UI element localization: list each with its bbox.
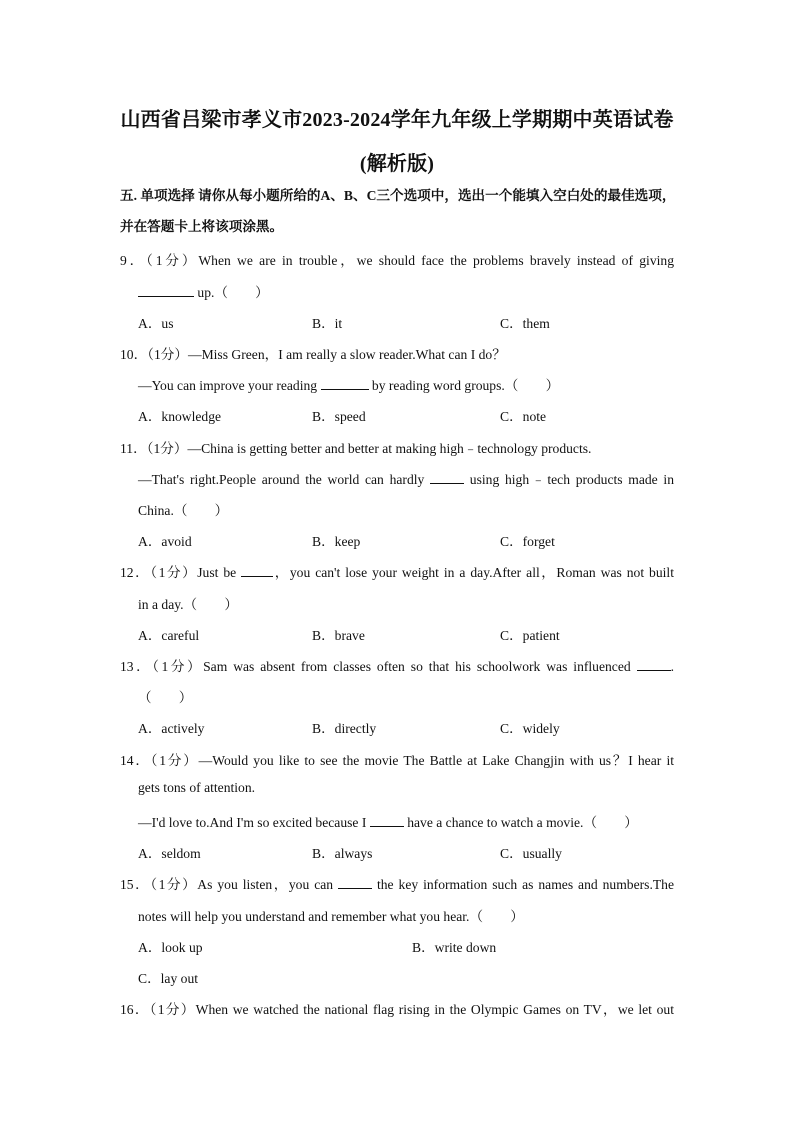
question-text: the key information such as names and numbers.The [376,877,674,892]
question-text: Sam was absent from classes often so that his schoolwork was influenced [203,659,631,674]
option-b: B．write down [412,940,497,955]
answer-blank [321,378,369,390]
answer-blank [430,472,464,484]
option-c: C．usually [500,846,562,861]
question-number: 15．（1分） [120,877,198,892]
option-b: B．speed [312,409,366,424]
option-a: A．look up [138,940,203,955]
question-number: 16．（1分） [120,1002,196,1017]
option-c: C．them [500,316,550,331]
question-text: notes will help you understand and remember what you hear.（ ） [138,909,524,924]
answer-blank [338,877,372,889]
option-c: C．lay out [138,971,199,986]
page-title-line-2: (解析版) [359,153,435,175]
option-a: A．avoid [138,534,192,549]
option-c: C．forget [500,534,555,549]
question-text: by reading word groups.（ ） [371,378,560,393]
answer-blank [370,815,404,827]
option-b: B．directly [312,721,377,736]
question-text: up.（ ） [197,285,269,300]
question-text: —That's right.People around the world can hardly [138,472,425,487]
option-a: A．seldom [138,846,201,861]
question-text: gets tons of attention. [138,780,256,795]
option-a: A．actively [138,721,205,736]
option-c: C．note [500,409,547,424]
option-a: A．careful [138,628,200,643]
option-b: B．keep [312,534,361,549]
option-c: C．patient [500,628,560,643]
question-text: When we watched the national flag rising in the Olympic Games on TV，we let out [195,1002,675,1017]
question-text: When we are in trouble，we should face the problems bravely instead of giving [198,253,675,268]
question-number: 14．（1分） [120,753,199,768]
question-text: （ ） [138,690,193,705]
question-text: —You can improve your reading [138,378,318,393]
answer-blank [241,565,273,577]
page-title-line-1: 山西省吕梁市孝义市2023-2024学年九年级上学期期中英语试卷 [120,109,674,131]
question-text: —Miss Green，I am really a slow reader.What can I do？ [187,347,506,362]
question-number: 9．（1分） [120,253,199,268]
option-c: C．widely [500,721,560,736]
section-instruction: 五. 单项选择 请你从每小题所给的A、B、C三个选项中，选出一个能填入空白处的最佳选项，并在答题卡上将该项涂黑。 [120,188,676,234]
question-text: have a chance to watch a movie.（ ） [407,815,638,830]
question-text: . [670,659,674,674]
question-number: 10．（1分） [120,347,188,362]
question-text: in a day.（ ） [138,597,238,612]
question-text: using high﹣tech products made in [469,472,675,487]
question-number: 13．（1分） [120,659,204,674]
question-number: 12．（1分） [120,565,198,580]
question-text: —China is getting better and better at making high﹣technology products. [187,441,592,456]
question-number: 11．（1分） [120,441,188,456]
option-b: B．brave [312,628,365,643]
option-a: A．us [138,316,174,331]
answer-blank [637,659,671,671]
option-b: B．always [312,846,373,861]
option-b: B．it [312,316,343,331]
question-text: As you listen，you can [197,877,334,892]
answer-blank [138,285,194,297]
question-text: China.（ ） [138,503,229,518]
question-text: —I'd love to.And I'm so excited because I [138,815,367,830]
question-text: Just be [197,565,237,580]
question-text: ，you can't lose your weight in a day.After all，Roman was not built [273,565,674,580]
option-a: A．knowledge [138,409,222,424]
question-text: —Would you like to see the movie The Battle at Lake Changjin with us？I hear it [198,753,675,768]
